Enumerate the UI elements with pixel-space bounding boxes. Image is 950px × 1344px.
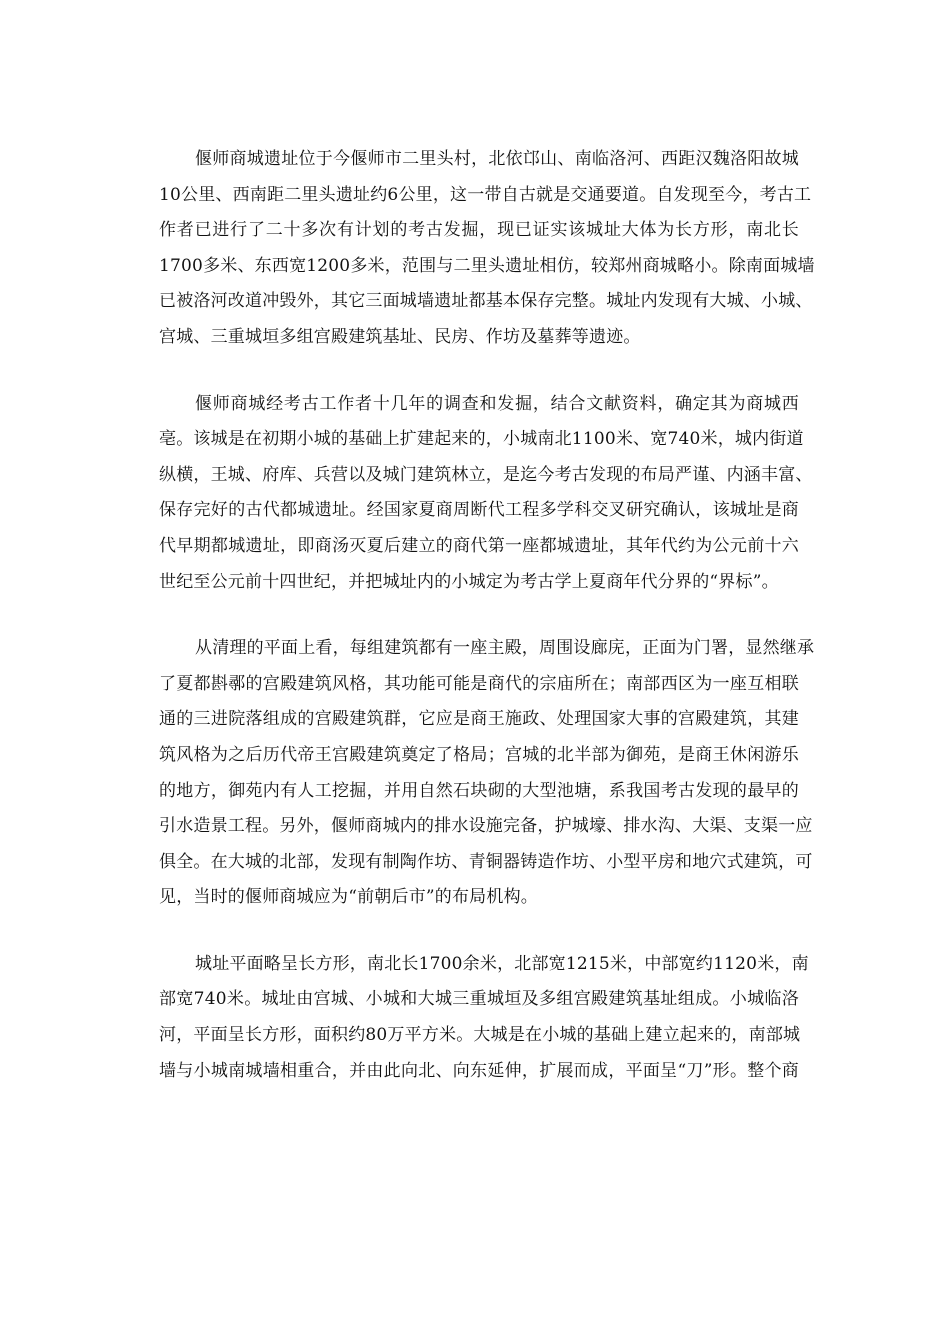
text-line: 偃师商城经考古工作者十几年的调查和发掘，结合文献资料，确定其为商城西 [195,393,799,414]
text-line: 10公里、西南距二里头遗址约6公里，这一带自古就是交通要道。自发现至今，考古工 [159,184,812,205]
text-line: 已被洛河改道冲毁外，其它三面城墙遗址都基本保存完整。城址内发现有大城、小城、 [159,291,813,312]
text-line: 世纪至公元前十四世纪，并把城址内的小城定为考古学上夏商年代分界的“界标”。 [159,571,779,592]
text-line: 部宽740米。城址由宫城、小城和大城三重城垣及多组宫殿建筑基址组成。小城临洛 [159,989,799,1010]
document-page [159,142,815,1120]
text-line: 宫城、三重城垣多组宫殿建筑基址、民房、作坊及墓葬等遗迹。 [159,326,641,347]
text-line: 俱全。在大城的北部，发现有制陶作坊、青铜器铸造作坊、小型平房和地穴式建筑，可 [159,851,813,872]
paragraph-3 [159,631,815,916]
text-line: 从清理的平面上看，每组建筑都有一座主殿，周围设廊庑，正面为门署，显然继承 [195,638,815,659]
text-line: 了夏都斟鄩的宫殿建筑风格，其功能可能是商代的宗庙所在；南部西区为一座互相联 [159,673,799,694]
text-line: 筑风格为之后历代帝王宫殿建筑奠定了格局；宫城的北半部为御苑，是商王休闲游乐 [159,744,799,765]
text-line: 的地方，御苑内有人工挖掘，并用自然石块砌的大型池塘，系我国考古发现的最早的 [159,780,799,801]
text-line: 偃师商城遗址位于今偃师市二里头村，北依邙山、南临洛河、西距汉魏洛阳故城 [195,149,799,169]
text-line: 纵横，王城、府库、兵营以及城门建筑林立，是迄今考古发现的布局严谨、内涵丰富、 [159,464,813,485]
text-line: 引水造景工程。另外，偃师商城内的排水设施完备，护城壕、排水沟、大渠、支渠一应 [159,816,813,837]
text-line: 亳。该城是在初期小城的基础上扩建起来的，小城南北1100米、宽740米，城内街道 [159,429,804,450]
text-line: 城址平面略呈长方形，南北长1700余米，北部宽1215米，中部宽约1120米，南 [195,953,809,974]
paragraph-1 [159,142,815,356]
text-line: 保存完好的古代都城遗址。经国家夏商周断代工程多学科交叉研究确认，该城址是商 [159,500,799,521]
text-line: 见，当时的偃师商城应为“前朝后市”的布局机构。 [159,887,538,908]
text-line: 作者已进行了二十多次有计划的考古发掘，现已证实该城址大体为长方形，南北长 [159,220,799,241]
text-line: 河，平面呈长方形，面积约80万平方米。大城是在小城的基础上建立起来的，南部城 [159,1025,801,1046]
paragraph-2 [159,387,813,601]
text-line: 1700多米、东西宽1200多米，范围与二里头遗址相仿，较郑州商城略小。除南面城墙 [159,255,815,276]
text-line: 代早期都城遗址，即商汤灭夏后建立的商代第一座都城遗址，其年代约为公元前十六 [159,535,799,556]
text-line: 墙与小城南城墙相重合，并由此向北、向东延伸，扩展而成，平面呈“刀”形。整个商 [159,1060,799,1081]
paragraph-4 [159,947,809,1089]
text-line: 通的三进院落组成的宫殿建筑群，它应是商王施政、处理国家大事的宫殿建筑，其建 [159,709,799,730]
